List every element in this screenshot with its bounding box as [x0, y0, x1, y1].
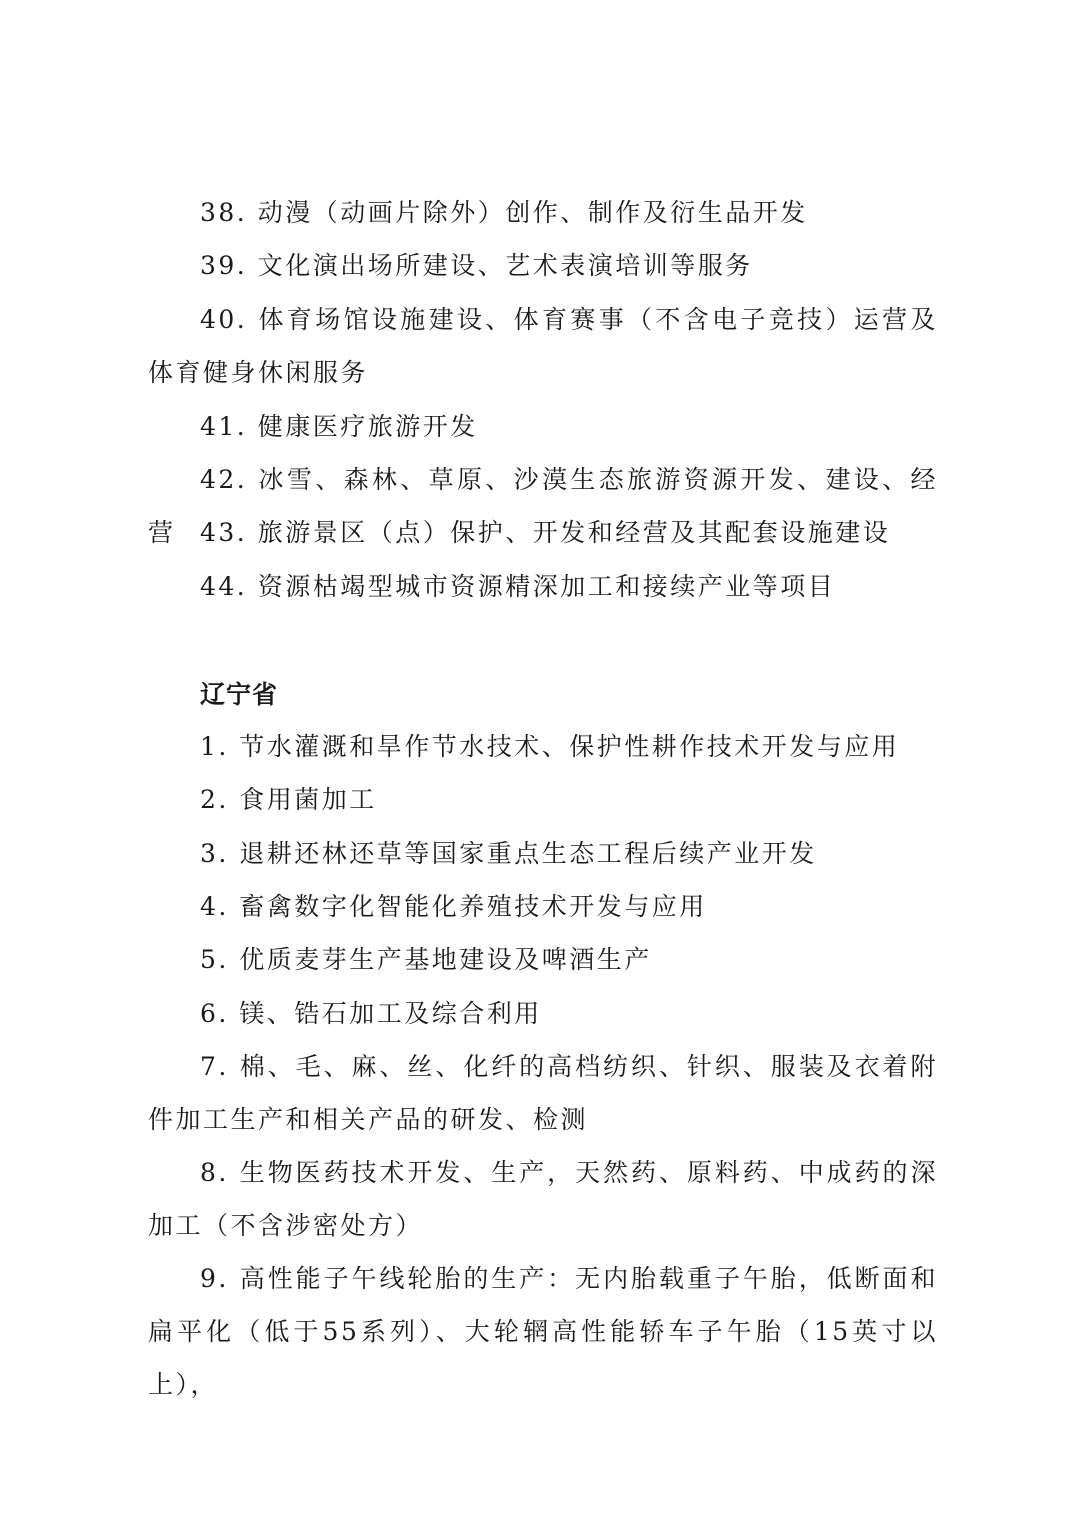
section-title-liaoning: 辽宁省 — [200, 680, 279, 709]
list-item-3: 3. 退耕还林还草等国家重点生态工程后续产业开发 — [200, 839, 817, 868]
list-item-8: 8. 生物医药技术开发、生产，天然药、原料药、中成药的深加工（不含涉密处方） — [148, 1158, 938, 1240]
list-item-41: 41. 健康医疗旅游开发 — [200, 412, 478, 441]
list-item-6: 6. 镁、锆石加工及综合利用 — [200, 999, 542, 1028]
list-item-9: 9. 高性能子午线轮胎的生产：无内胎载重子午胎，低断面和扁平化（低于55系列）、大轮辋高性能轿车子午胎（15英寸以上）， — [148, 1264, 938, 1399]
list-item-39: 39. 文化演出场所建设、艺术表演培训等服务 — [200, 251, 753, 280]
list-item-38: 38. 动漫（动画片除外）创作、制作及衍生品开发 — [200, 198, 808, 227]
list-item-2: 2. 食用菌加工 — [200, 785, 377, 814]
list-item-43: 43. 旅游景区（点）保护、开发和经营及其配套设施建设 — [200, 518, 891, 547]
list-item-4: 4. 畜禽数字化智能化养殖技术开发与应用 — [200, 892, 707, 921]
list-item-40: 40. 体育场馆设施建设、体育赛事（不含电子竞技）运营及体育健身休闲服务 — [148, 305, 938, 387]
list-item-42: 42. 冰雪、森林、草原、沙漠生态旅游资源开发、建设、经营 — [148, 465, 938, 547]
list-item-44: 44. 资源枯竭型城市资源精深加工和接续产业等项目 — [200, 572, 836, 601]
list-item-1: 1. 节水灌溉和旱作节水技术、保护性耕作技术开发与应用 — [200, 732, 900, 761]
list-item-7: 7. 棉、毛、麻、丝、化纤的高档纺织、针织、服装及衣着附件加工生产和相关产品的研发、检测 — [148, 1052, 938, 1134]
list-item-5: 5. 优质麦芽生产基地建设及啤酒生产 — [200, 945, 652, 974]
